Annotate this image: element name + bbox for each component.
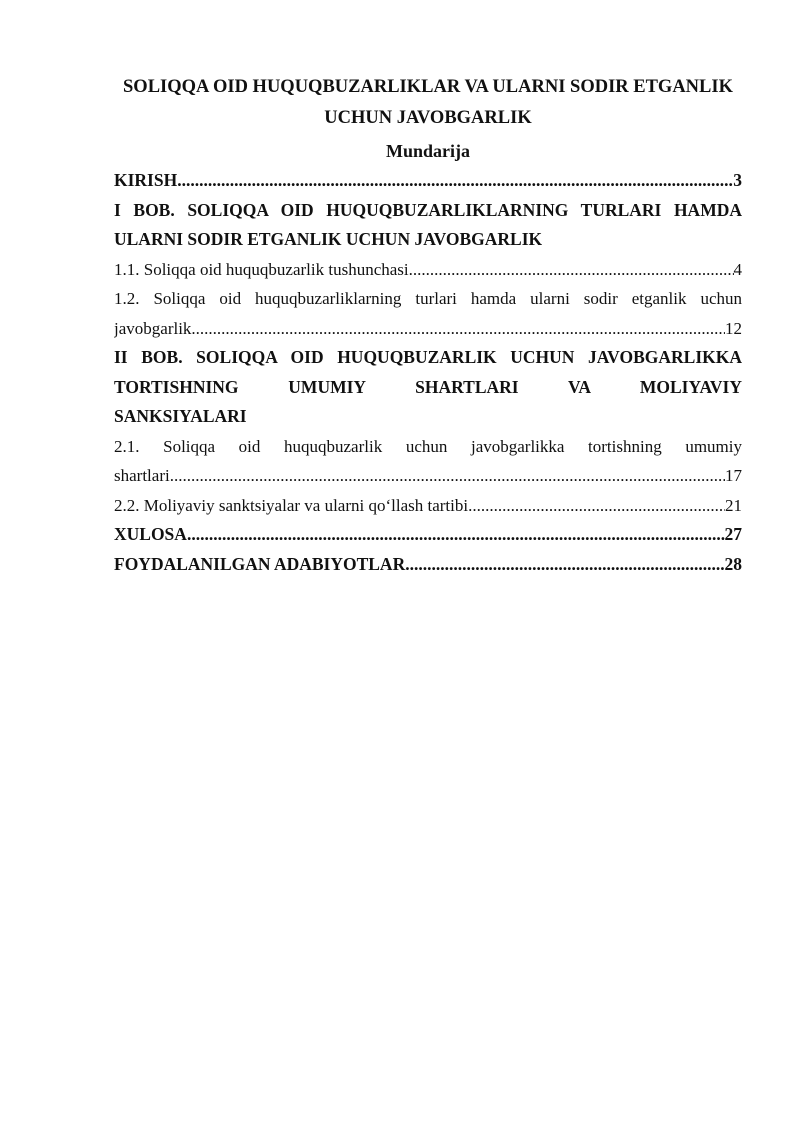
- table-of-contents: [114, 166, 742, 579]
- toc-entry-references-page: 28: [724, 553, 742, 574]
- toc-chapter-1-line-1: I BOB. SOLIQQA OID HUQUQBUZARLIKLARNING TURLARI HAMDA: [114, 199, 742, 220]
- toc-leader-dots: [170, 461, 725, 491]
- document-title-line-2: UCHUN JAVOBGARLIK: [324, 108, 532, 128]
- toc-leader-dots: [187, 520, 725, 550]
- toc-chapter-2-line-3: SANKSIYALARI: [114, 406, 247, 426]
- toc-entry-1-1-title: 1.1. Soliqqa oid huquqbuzarlik tushunchasi: [114, 259, 409, 279]
- toc-leader-dots: [405, 550, 724, 580]
- toc-leader-dots: [177, 166, 733, 196]
- toc-entry-2-1-title: shartlari: [114, 466, 170, 485]
- toc-entry-intro: [114, 166, 742, 196]
- toc-entry-2-1: [114, 461, 742, 491]
- toc-leader-dots: [468, 491, 725, 521]
- toc-entry-2-1-line-1: 2.1. Soliqqa oid huquqbuzarlik uchun javobgarlikka tortishning umumiy: [114, 436, 742, 456]
- toc-entry-1-2-line-1: 1.2. Soliqqa oid huquqbuzarliklarning turlari hamda ularni sodir etganlik uchun: [114, 289, 742, 308]
- toc-chapter-1-line-2: ULARNI SODIR ETGANLIK UCHUN JAVOBGARLIK: [114, 229, 543, 249]
- toc-entry-conclusion: [114, 520, 742, 550]
- document-title-line-1: SOLIQQA OID HUQUQBUZARLIKLAR VA ULARNI SODIR ETGANLIK: [123, 77, 733, 97]
- toc-entry-intro-page: 3: [733, 170, 742, 190]
- document-title: [114, 72, 742, 134]
- toc-entry-1-2: [114, 314, 742, 344]
- toc-chapter-2-line-2: TORTISHNING UMUMIY SHARTLARI VA MOLIYAVIY: [114, 376, 742, 397]
- toc-leader-dots: [191, 314, 725, 344]
- toc-entry-2-2-title: 2.2. Moliyaviy sanktsiyalar va ularni qo‘llash tartibi: [114, 495, 469, 515]
- toc-entry-2-1-page: 17: [725, 466, 742, 485]
- toc-entry-conclusion-page: 27: [724, 524, 742, 544]
- toc-chapter-2-line-1: II BOB. SOLIQQA OID HUQUQBUZARLIK UCHUN JAVOBGARLIKKA: [114, 347, 742, 367]
- toc-entry-conclusion-title: XULOSA: [114, 524, 187, 544]
- toc-entry-references: [114, 550, 742, 580]
- toc-entry-1-2-page: 12: [725, 318, 742, 338]
- toc-entry-references-title: FOYDALANILGAN ADABIYOTLAR: [114, 553, 406, 574]
- contents-heading: Mundarija: [385, 141, 470, 161]
- toc-leader-dots: [409, 255, 734, 285]
- toc-entry-1-1: [114, 255, 742, 285]
- toc-entry-intro-title: KIRISH: [114, 170, 178, 190]
- toc-entry-2-2-page: 21: [725, 495, 742, 515]
- toc-entry-1-1-page: 4: [733, 259, 742, 279]
- toc-entry-2-2: [114, 491, 742, 521]
- document-page: [114, 72, 742, 579]
- toc-entry-1-2-title: javobgarlik: [114, 318, 192, 338]
